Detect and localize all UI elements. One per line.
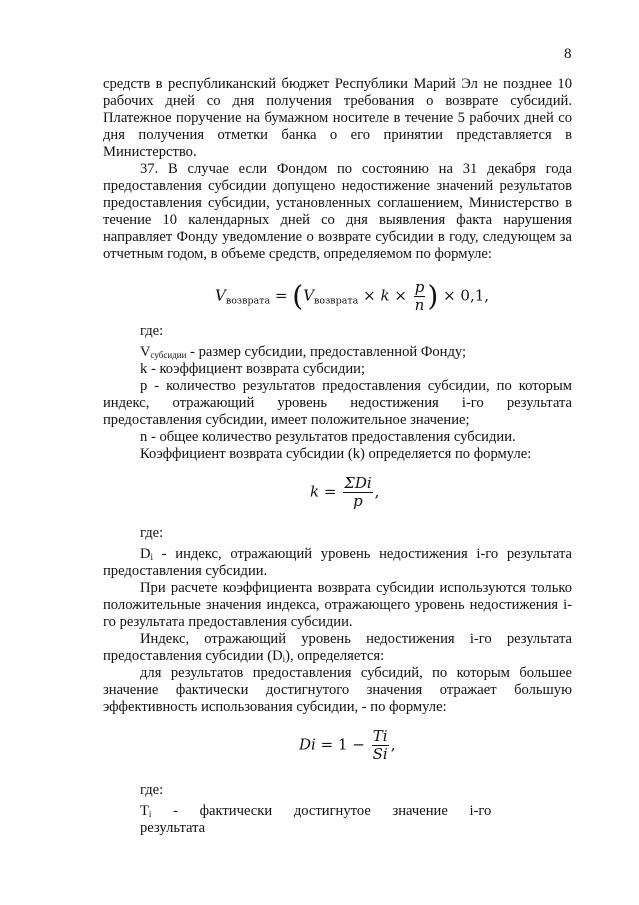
definition-v: [140, 344, 572, 361]
definition-v-var: V: [140, 344, 151, 360]
formula1-lhs-sub: возврата: [225, 295, 271, 307]
formula2-lhs: k: [310, 482, 320, 501]
definition-p: p - количество результатов предоставления субсидии, по которым индекс, отражающий уровень недостижения i-го результата предоставления субсидии, имеет положительное значение;: [103, 378, 572, 428]
formula-return-volume: [103, 263, 572, 323]
formula1-open-paren: (: [292, 279, 304, 313]
formula3-lhs: Di: [299, 735, 316, 754]
formula1-numerator: p: [414, 278, 425, 296]
formula1-tail: × 0,1,: [443, 286, 490, 305]
formula1-lhs-var: V: [215, 286, 226, 305]
formula2-denominator: p: [353, 492, 363, 510]
formula2-numerator: ΣDi: [344, 474, 372, 492]
definition-d-text: - индекс, отражающий уровень недостижения i-го результата предоставления субсидии.: [103, 546, 572, 579]
definition-d-var: D: [140, 546, 151, 562]
formula1-denominator: n: [414, 296, 425, 314]
paragraph-results-efficiency: для результатов предоставления субсидий, по которым большее значение фактически достигнутого значения отражает большую эффективность использования субсидии, - по формуле:: [103, 665, 572, 715]
formula3-denominator: Si: [372, 745, 388, 763]
formula2-tail: ,: [374, 482, 380, 501]
definition-t-var: T: [140, 803, 149, 819]
formula3-fraction: [372, 728, 389, 763]
formula3-equals: =: [320, 735, 334, 754]
definition-t-text: - фактически достигнутое значение i-го результата: [140, 803, 492, 836]
index-text-sub: i: [282, 654, 286, 664]
formula1-equals: =: [274, 286, 288, 305]
document-body: [103, 76, 572, 837]
page-number: 8: [564, 46, 572, 62]
paragraph-37: 37. В случае если Фондом по состоянию на 31 декабря года предоставления субсидии допущено недостижение значений результатов предоставления субсидии, установленных соглашением, Министерство в течение 10 календарных дней со дня выявления факта нарушения направляет Фонду уведомление о возврате субсидии в году, следующем за отчетным годом, в объеме средств, определяемом по формуле:: [103, 161, 572, 262]
definition-n: n - общее количество результатов предоставления субсидии.: [140, 429, 516, 445]
formula2-fraction: [343, 475, 372, 510]
paragraph-return-funds: средств в республиканский бюджет Республики Марий Эл не позднее 10 рабочих дней со дня получения требования о возврате субсидий. Платежное поручение на бумажном носителе в течение 5 рабочих дней со дня получения отметки банка о его принятии представляется в Министерство.: [103, 76, 572, 160]
formula-index: [103, 716, 572, 782]
formula1-times2: ×: [394, 286, 407, 305]
where-label-2: где:: [140, 525, 164, 541]
definition-t-sub: i: [148, 809, 152, 819]
paragraph-index-definition: [103, 631, 572, 665]
definition-k: k - коэффициент возврата субсидии;: [140, 361, 366, 377]
index-text-pre: Индекс, отражающий уровень недостижения i-го результата предоставления субсидии (D: [103, 631, 572, 664]
formula1-close-paren: ): [427, 279, 439, 313]
coefficient-intro: Коэффициент возврата субсидии (k) определяется по формуле:: [140, 446, 532, 462]
formula3-numerator: Ti: [372, 727, 388, 745]
index-text-post: ), определяется:: [285, 648, 385, 664]
paragraph-positive-values: При расчете коэффициента возврата субсидии используются только положительные значения индекса, отражающего уровень недостижения i-го результата предоставления субсидии.: [103, 580, 572, 630]
where-label-1: где:: [140, 323, 164, 339]
definition-v-sub: субсидии: [150, 350, 187, 360]
formula1-k: k: [380, 286, 390, 305]
formula-coefficient: [103, 463, 572, 525]
formula1-times1: ×: [363, 286, 376, 305]
definition-v-text: - размер субсидии, предоставленной Фонду;: [186, 344, 467, 360]
definition-d-sub: i: [150, 552, 154, 562]
formula1-inner-sub: возврата: [314, 295, 359, 307]
where-label-3: где:: [140, 782, 164, 798]
formula1-inner-var: V: [303, 286, 315, 305]
definition-d: [103, 546, 572, 580]
formula3-tail: ,: [390, 735, 396, 754]
formula3-one-minus: 1 −: [337, 735, 365, 754]
definition-t: [140, 803, 572, 837]
formula2-equals: =: [323, 482, 337, 501]
formula1-fraction: [414, 279, 426, 314]
